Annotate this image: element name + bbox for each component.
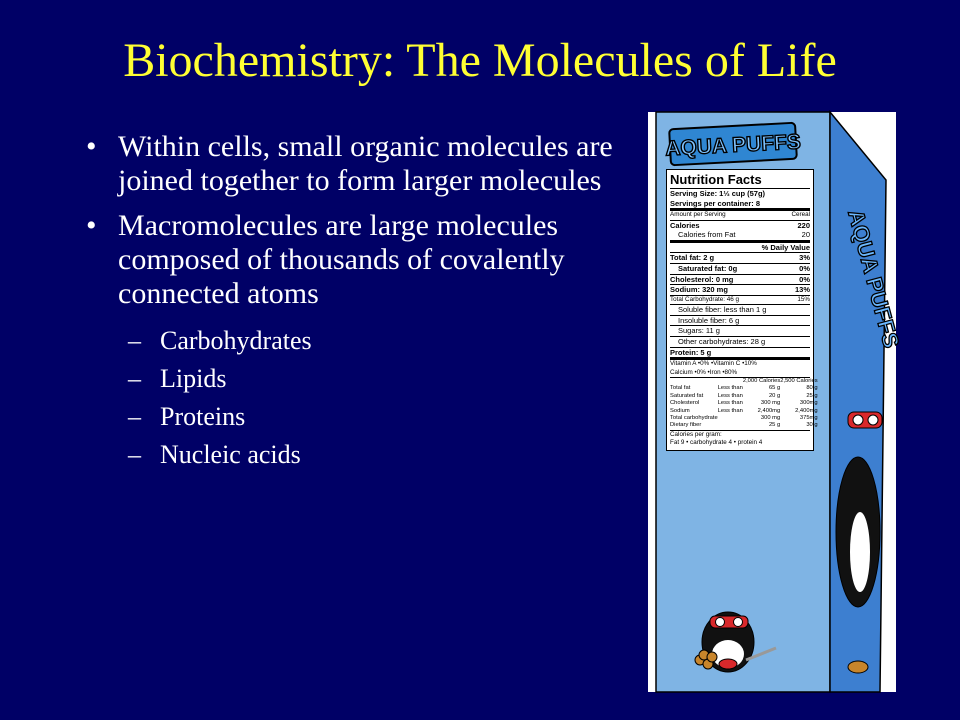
- nutrient-row: [670, 295, 810, 304]
- calories-per-gram: [670, 430, 810, 439]
- nutrient-value: 0%: [799, 274, 810, 284]
- servings-per-container: [670, 199, 810, 209]
- calories-value: 220: [797, 220, 810, 230]
- nutrient-label: Cholesterol: 0 mg: [670, 274, 734, 284]
- bullet-text: Within cells, small organic molecules are joined together to form larger molecules: [118, 130, 613, 197]
- nutrient-row: [670, 315, 810, 326]
- nutrient-row: [670, 304, 810, 315]
- footnote-table: [670, 378, 818, 430]
- nutrient-label: Total Carbohydrate: 46 g: [670, 295, 739, 303]
- sub-bullet-item: [80, 360, 640, 398]
- footnote-cell: 300mg: [799, 400, 818, 407]
- serving-size-text: Serving Size: 1⅓ cup (57g): [670, 189, 766, 198]
- footnote-cell: 300 mg: [760, 400, 781, 407]
- nutrient-row: [670, 252, 810, 263]
- footnote-cell: Saturated fat: [670, 392, 704, 399]
- servings-text: Servings per container: 8: [670, 198, 761, 208]
- footnote-row: [670, 422, 818, 429]
- side-logo-text: AQUA PUFFS: [843, 206, 905, 351]
- nutrient-label: Total fat: 2 g: [670, 253, 715, 263]
- footnote-header: 2,500 Calories: [780, 377, 818, 384]
- footnote-header: 2,000 Calories: [742, 377, 781, 384]
- nutrition-facts-label: [666, 169, 818, 451]
- nutrient-label: Sugars: 11 g: [678, 326, 720, 336]
- calories-fat-row: [670, 230, 810, 240]
- nutrient-row: [670, 336, 810, 347]
- sub-bullet-text: Carbohydrates: [160, 326, 312, 355]
- footnote-row: [670, 408, 818, 415]
- vitamins-row: [670, 357, 810, 368]
- footnote-cell: 80 g: [806, 385, 818, 392]
- nutrition-title: Nutrition Facts: [670, 172, 762, 187]
- nutrient-row: [670, 263, 810, 274]
- footnote-cell: Less than: [717, 400, 743, 407]
- minerals-row: [670, 369, 810, 377]
- nutrient-value: 15%: [797, 295, 810, 303]
- nutrient-row: [670, 274, 810, 285]
- footnote-row: [670, 400, 818, 407]
- calories-row: [670, 220, 810, 231]
- footnote-cell: Cholesterol: [670, 400, 700, 407]
- sub-bullet-dash: –: [128, 402, 141, 431]
- nutrient-value: 3%: [799, 253, 810, 263]
- sub-bullet-text: Nucleic acids: [160, 440, 301, 469]
- footnote-row: [670, 385, 818, 392]
- bullet-dot-icon: •: [86, 209, 97, 242]
- sub-bullet-item: [80, 436, 640, 474]
- serving-size: [670, 188, 810, 199]
- amount-per-serving: Amount per Serving: [670, 211, 726, 219]
- footnote-cell: [718, 422, 743, 429]
- footnote-cell: 2,400mg: [757, 407, 781, 414]
- nutrient-label: Protein: 5 g: [670, 347, 712, 357]
- amount-header-row: [670, 208, 810, 219]
- brand-logo-text: AQUA PUFFS: [664, 130, 802, 161]
- bullet-list: [80, 130, 640, 474]
- footnote-cell: 20 g: [768, 392, 781, 399]
- nutrient-row: [670, 325, 810, 336]
- nutrient-label: Saturated fat: 0g: [678, 263, 738, 273]
- footnote-cell: 375mg: [799, 414, 818, 421]
- footnote-cell: Less than: [717, 385, 743, 392]
- bullet-dot-icon: •: [86, 130, 97, 163]
- nutrient-row: [670, 347, 810, 358]
- sub-bullet-text: Lipids: [160, 364, 227, 393]
- sub-bullet-dash: –: [128, 364, 141, 393]
- daily-value-header: [670, 240, 810, 253]
- footnote-row: [670, 393, 818, 400]
- nutrient-label: Insoluble fiber: 6 g: [678, 315, 740, 325]
- sub-bullet-dash: –: [128, 326, 141, 355]
- slide-title: Biochemistry: The Molecules of Life: [123, 34, 837, 87]
- footnote-cell: Sodium: [670, 407, 690, 414]
- bullet-item: [80, 130, 640, 198]
- calories-label: Calories: [670, 220, 700, 230]
- nutrient-label: Other carbohydrates: 28 g: [678, 336, 766, 346]
- sub-bullet-dash: –: [128, 440, 141, 469]
- nutrient-label: Sodium: 320 mg: [670, 285, 728, 295]
- footnote-block: [670, 377, 818, 430]
- footnote-cell: Less than: [717, 407, 743, 414]
- calories-fat-value: 20: [801, 230, 810, 240]
- footnote-row: [670, 415, 818, 422]
- footnote-cell: 300 mg: [760, 414, 781, 421]
- bullet-item: [80, 209, 640, 311]
- footnote-cell: 25 g: [806, 392, 818, 399]
- footnote-cell: 2,400mg: [795, 407, 818, 414]
- daily-value-label: % Daily Value: [761, 242, 810, 252]
- footnote-cell: 65 g: [768, 385, 781, 392]
- footnote-header-row: [670, 378, 818, 385]
- bullet-text: Macromolecules are large molecules composed of thousands of covalently connected atoms: [118, 209, 565, 310]
- minerals-text: Calcium •0% •Iron •80%: [670, 368, 738, 376]
- calories-per-gram-detail: [670, 439, 810, 447]
- sub-bullet-item: [80, 322, 640, 360]
- calories-fat-label: Calories from Fat: [678, 230, 736, 240]
- sub-bullet-item: [80, 398, 640, 436]
- footnote-cell: 30 g: [806, 422, 818, 429]
- footnote-cell: 25 g: [768, 422, 781, 429]
- calories-per-gram-text: Fat 9 • carbohydrate 4 • protein 4: [670, 439, 763, 447]
- vitamins-text: Vitamin A •0% •Vitamin C •10%: [670, 360, 757, 368]
- nutrient-value: 0%: [799, 263, 810, 273]
- footnote-cell: Dietary fiber: [670, 422, 702, 429]
- nutrient-value: 13%: [794, 285, 810, 295]
- column-label: Cereal: [791, 211, 810, 219]
- footnote-cell: Total fat: [670, 385, 691, 392]
- nutrient-row: [670, 284, 810, 295]
- cereal-box-image: [648, 112, 905, 692]
- footnote-cell: Total carbohydrate: [670, 414, 718, 421]
- footnote-cell: [718, 415, 743, 422]
- calories-per-gram-label: Calories per gram:: [670, 430, 722, 438]
- nutrient-label: Soluble fiber: less than 1 g: [678, 305, 767, 315]
- footnote-cell: Less than: [717, 392, 743, 399]
- sub-bullet-text: Proteins: [160, 402, 246, 431]
